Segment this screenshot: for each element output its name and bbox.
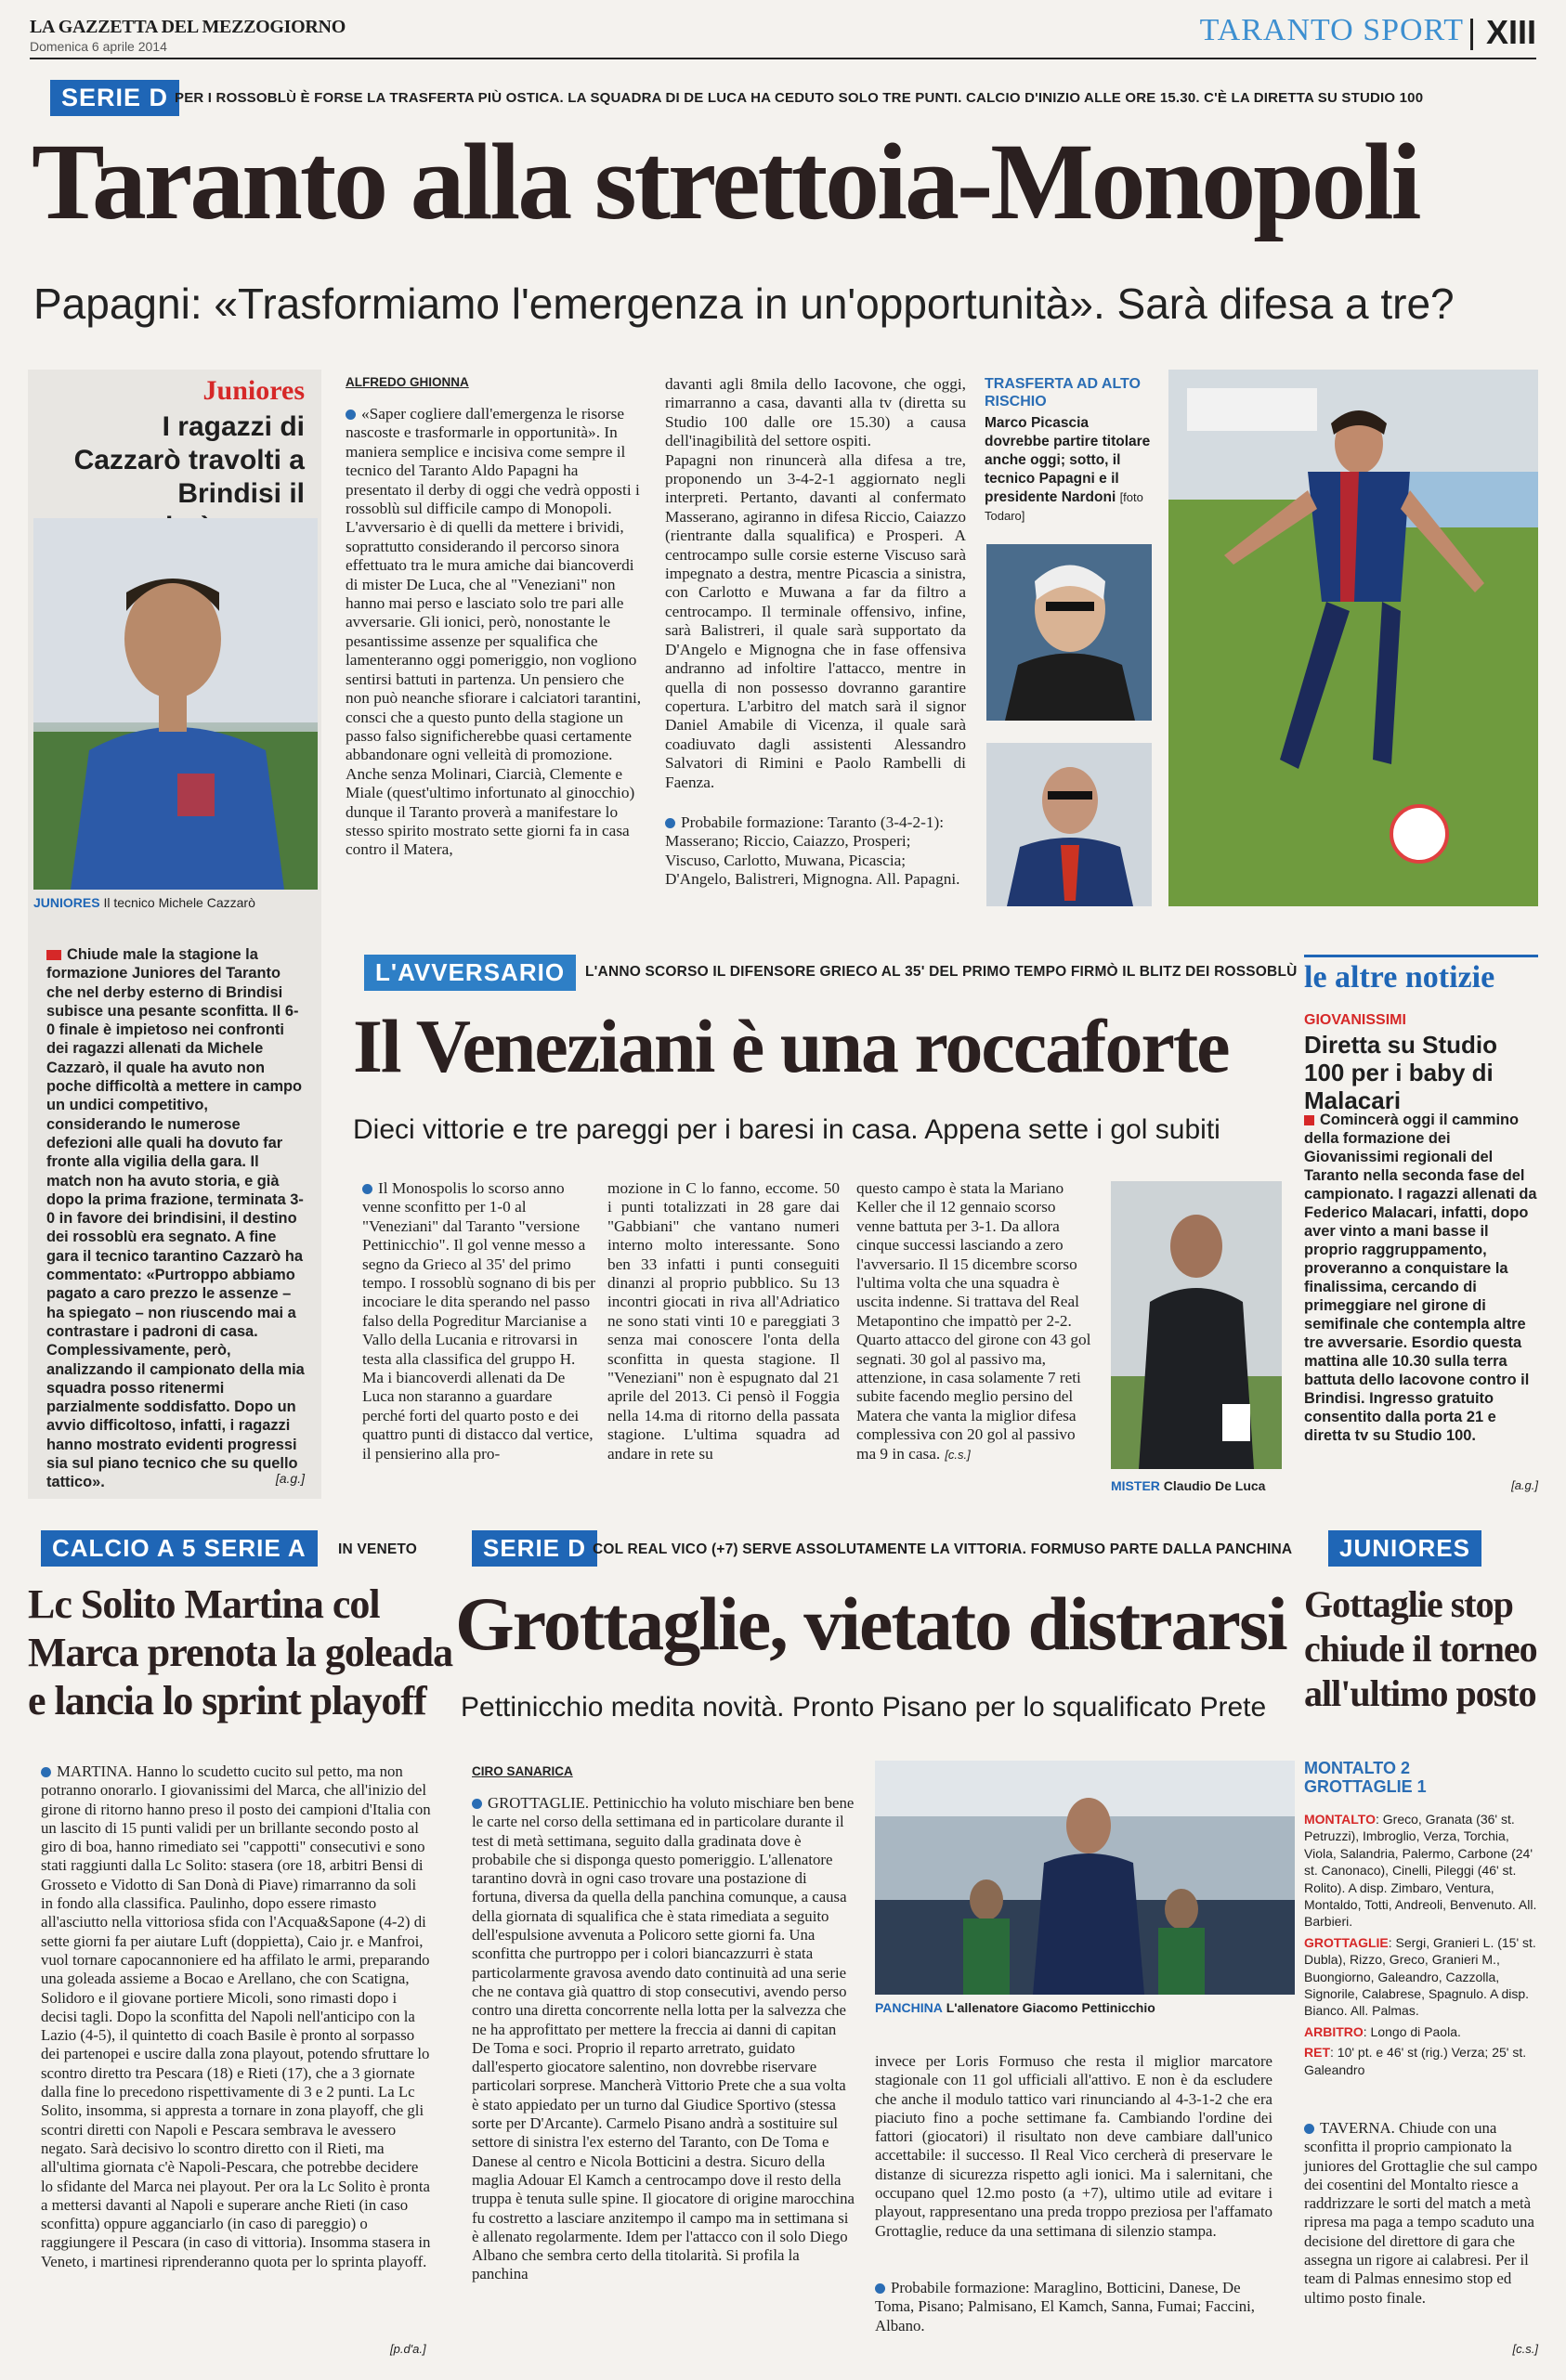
deluca-caption-tag: MISTER	[1111, 1478, 1160, 1493]
grottaglie-label: GROTTAGLIE	[1304, 1934, 1389, 1950]
papagni-photo	[986, 544, 1152, 721]
grottaglie-tag: SERIE D	[472, 1530, 597, 1567]
lead-col1-text: «Saper cogliere dall'emergenza le risorse nascoste e trasformarle in opportunità». In maniera semplice e incisiva come sempre il tecnico del Taranto Aldo Papagni ha presentato il derby di oggi che vedrà opposti i rossoblù sul difficile campo di Monopoli. L'avversario è di quelli da mettere i brividi, soprattutto considerando il percorso sinora effettuato tra le mura amiche dai biancoverdi di mister De Luca, che al "Veneziani" non hanno mai perso e lasciato solo tre pari alle avversarie. Gli ionici, però, nonostante le pesantissime assenze per squalifica che lamenteranno oggi pomeriggio, non vogliono sentirsi battuti in partenza. Un pensiero che non può neanche sfiorare i calciatori tarantini, consci che a questo punto della stagione un passo falso significherebbe quasi certamente abbandonare ogni velleità di promozione. Anche senza Molinari, Ciarcià, Clemente e Miale (quest'ultimo infortunato al ginocchio) dunque il Taranto proverà a manifestare lo stesso spirito mostrato sette giorni fa in casa contro il Matera,	[346, 405, 642, 859]
grottaglie-kicker: COL REAL VICO (+7) SERVE ASSOLUTAMENTE LA VITTORIA. FORMUSO PARTE DALLA PANCHINA	[593, 1541, 1293, 1557]
deluca-caption-text: Claudio De Luca	[1163, 1478, 1266, 1493]
trasferta-title: TRASFERTA AD ALTO RISCHIO	[985, 376, 1141, 410]
avversario-kicker: L'ANNO SCORSO IL DIFENSORE GRIECO AL 35' DEL PRIMO TEMPO FIRMÒ IL BLITZ DEI ROSSOBLÙ	[585, 964, 1298, 980]
juniores-photo-caption	[33, 895, 255, 910]
newspaper-name: LA GAZZETTA DEL MEZZOGIORNO	[30, 17, 346, 37]
arbitro-label: ARBITRO	[1304, 2023, 1364, 2039]
juniores-label: Juniores	[202, 375, 305, 406]
lead-formation: Probabile formazione: Taranto (3-4-2-1): Masserano; Riccio, Caiazzo, Prosperi; Viscuso, Carlotto, Muwana, Picascia; D'Angelo, Balistreri, Mignogna. All. Papagni.	[665, 813, 960, 889]
avversario-col3-text: questo campo è stata la Mariano Keller che il 12 gennaio scorso venne battuta per 3-1. Da allora cinque successi lasciando a zero l'avversario. Il 15 dicembre scorso l'ultima volta che una squadra è uscita indenne. Si trattava del Real Metapontino che impattò per 2-2. Quarto attacco del girone con 43 gol segnati. 30 gol al passivo ma, attenzione, in casa solamente 7 reti subite facendo meglio persino del Matera che vanta la miglior difesa complessiva con 20 gol al passivo ma 9 in casa.	[856, 1179, 1091, 1463]
altre-text-block	[1304, 1111, 1538, 1501]
juniores-grott-sig: [c.s.]	[1512, 2342, 1538, 2356]
grottaglie-col1-text: GROTTAGLIE. Pettinicchio ha voluto mischiare ben bene le carte nel corso della settimana ed in particolare durante il test di metà settimana, seguito dalla gradinata dove è probabile che si disponga questo pomeriggio. L'allenatore tarantino dovrà in ogni caso trovare una postazione di fortuna, diversa da quella della panchina comunque, a causa della giornata di squalifica che è stata rimediata a seguito dell'espulsione avvenuta a Policoro sette giorni fa. Una sconfitta che purtroppo per i colori biancazzurri è stata particolarmente gravosa avendo dato continuità ad una serie che ne contava già quattro di stop consecutivi, avendo perso contro una diretta concorrente nella lotta per la salvezza che ne ha approfittato per mettere la freccia ai danni di capitan De Toma e soci. Proprio il reparto arretrato, guidato dall'esperto giocatore salentino, non dovrebbe riservare particolari sorprese. Mancherà Vittorio Prete che a sua volta è stato appiedato per un turno dal Giudice Sportivo (stessa sorte per D'Arcante). Carmelo Pisano andrà a sostituire sul settore di sinistra l'ex esterno del Taranto, con De Toma e Danese al centro e Nicola Botticini a destra. Sicuro della maglia Adouar El Kamch a centrocampo dove il resto della truppa è tenuta sulle spine. Il giocatore di origine marocchina fu costretto a lasciare anzitempo il campo ma in settimana si è allenato regolarmente. Idem per l'attacco con il solo Diego Albano che sembra certo della titolarità. Si profila la panchina	[472, 1794, 855, 2283]
juniores-title: I ragazzi di Cazzarò travolti a Brindisi il	[73, 411, 305, 509]
section-title: TARANTO SPORT	[1199, 13, 1464, 47]
pettinicchio-caption-text: L'allenatore Giacomo Pettinicchio	[946, 2000, 1155, 2015]
altre-title: Diretta su Studio 100 per i baby di Malacari	[1304, 1031, 1498, 1114]
lead-subhead: Papagni: «Trasformiamo l'emergenza in un'opportunità». Sarà difesa a tre?	[33, 280, 1455, 328]
avversario-subhead: Dieci vittorie e tre pareggi per i baresi in casa. Appena sette i gol subiti	[353, 1114, 1220, 1145]
altre-sig: [a.g.]	[1511, 1478, 1538, 1492]
juniores-box	[28, 370, 321, 1499]
ret-line	[1304, 2044, 1538, 2078]
grottaglie-formation: Probabile formazione: Maraglino, Botticini, Danese, De Toma, Pisano; Palmisano, El Kamch, Sanna, Fumai; Faccini, Albano.	[875, 2279, 1255, 2334]
grottaglie-lineup	[1304, 1934, 1538, 2020]
grottaglie-lineup-text: : Sergi, Granieri L. (15' st. Dubla), Rizzo, Greco, Granieri M., Buongiorno, Galeandro, Cazzolla, Signorile, Calabrese, Spagnulo. A disp. Bianco. All. Palmas.	[1304, 1934, 1536, 2019]
lead-col1	[346, 405, 646, 943]
altre-text: Comincerà oggi il cammino della formazione dei Giovanissimi regionali del Taranto nella seconda fase del campionato. I ragazzi allenati da Federico Malacari, infatti, dopo aver vinto a mani basse il proprio raggruppamento, proveranno a conquistare la finalissima, cercando di primeggiare nel girone di semifinale che contempla altre tre avversarie. Esordio questa mattina alle 10.30 sulla terra battuta dello Iacovone contro il Brindisi. Ingresso gratuito consentito dalla porta 21 e diretta tv su Studio 100.	[1304, 1112, 1537, 1444]
deluca-caption	[1111, 1478, 1265, 1493]
grottaglie-headline: Grottaglie, vietato distrarsi	[455, 1581, 1286, 1666]
avversario-col2: mozione in C lo fanno, eccome. 50 i punti totalizzati in 28 gare dai "Gabbiani" che vantano numeri interno molto interessante. Sono ben 33 infatti i punti conseguiti dinanzi al proprio pubblico. Su 13 incontri giocati in riva all'Adriatico ne sono stati vinti 10 e pareggiati 3 senza mai conoscere l'onta della sconfitta in questa stagione. Il "Veneziani" non è espugnato dal 21 aprile del 2013. Ci pensò il Foggia nella 14.ma di ritorno della passata stagione. L'ultima squadra ad andare in rete su	[607, 1179, 840, 1463]
lineups	[1304, 1811, 1538, 2078]
juniores-sig: [a.g.]	[275, 1471, 305, 1486]
juniores-grott-tag: JUNIORES	[1328, 1530, 1481, 1567]
montalto-text: : Greco, Granata (36' st. Petruzzi), Imbroglio, Verza, Torchia, Viola, Salandria, Palermo, Carbone (24' st. Canonaco), Cinelli, Pileggi (46' st. Rolito). A disp. Zimbaro, Ventura, Montaldo, Totti, Andreoli, Benvenuto. All. Barbieri.	[1304, 1812, 1537, 1930]
score-line-2: GROTTAGLIE 1	[1304, 1777, 1427, 1796]
trasferta-credit: [foto Todaro]	[985, 490, 1143, 523]
page-number: XIII	[1485, 13, 1536, 51]
montalto-label: MONTALTO	[1304, 1812, 1376, 1827]
deluca-photo	[1111, 1181, 1282, 1469]
score-line-1: MONTALTO 2	[1304, 1759, 1410, 1777]
calcio5-tag: CALCIO A 5 SERIE A	[41, 1530, 318, 1567]
juniores-text: Chiude male la stagione la formazione Juniores del Taranto che nel derby esterno di Brindisi subisce una pesante sconfitta. Il 6-0 finale è impietoso nei confronti dei ragazzi allenati da Michele Cazzarò, il quale ha avuto non poche difficoltà a mettere in campo un undici competitivo, considerando le numerose defezioni alle quali ha dovuto far fronte alla vigilia della gara. Il match non ha avuto storia, e già dopo la prima frazione, terminata 3-0 in favore dei brindisini, il destino dei rossoblù era segnato. A fine gara il tecnico tarantino Cazzarò ha commentato: «Purtroppo abbiamo pagato a caro prezzo le assenze – ha spiegato – non riuscendo mai a contrastare i padroni di casa. Complessivamente, però, analizzando il campionato della mia squadra posso ritenermi parzialmente soddisfatto. Dopo un avvio difficoltoso, infatti, i ragazzi hanno mostrato evidenti progressi sia sul piano tecnico che su quello tattico».	[46, 946, 305, 1491]
calcio5-text: MARTINA. Hanno lo scudetto cucito sul petto, ma non potranno onorarlo. I giovanissimi del Marca, che all'inizio del girone di ritorno hanno preso il posto dei campioni d'Italia con un lascito di 15 punti validi per un brillante secondo posto al giro di boa, hanno rimediato sei "cappotti" consecutivi e sono stati raggiunti dalla Lc Solito: stasera (ore 18, arbitri Bensi di Grosseto e Vidotto di San Donà di Piave) rimarranno da soli in fondo alla classifica. Paulinho, dopo essere rimasto all'asciutto nella vittoriosa sfida con l'Acqua&Sapone (4-2) di sette giorni fa per aiutare Luft (doppietta), Caio jr. e Manfroi, vuol tornare capocannoniere ed ha affilato le armi, preparando una goleada assieme a Bocao e Arellano, che con Scatigna, Solidoro e il giovane portiere Micoli, sono rimasti dopo i decisi tagli. Dopo la sconfitta del Napoli nell'anticipo con la Lazio (4-5), il quintetto di coach Basile è pronto al sorpasso dei partenopei e uscire dalla zona playout, potendo sfruttare lo scontro diretto tra Pescara (18) e Rieti (17), che a 3 giornate dalla fine lo precedono rispettivamente di 3 e 2 punti. La Lc Solito, insomma, si appresta a tornare in zona playoff, che gli scontri diretti con Napoli e Pescara sembrava le avessero negato. Sarà decisivo lo scontro diretto con il Rieti, ma all'ultima giornata c'è Napoli-Pescara, che potrebbe decidere lo sfidante del Marca nei playout. Per ora la Lc Solito è pronta a mettersi davanti al Napoli e superare anche Rieti (in caso sconfitta) oppure agganciarlo (in caso di pareggio) o raggiungere il Pescara (in caso di vittoria). Insomma stasera in Veneto, i martinesi riprenderanno quota per lo sprinta playoff.	[41, 1762, 431, 2270]
lead-kicker: PER I ROSSOBLÙ È FORSE LA TRASFERTA PIÙ OSTICA. LA SQUADRA DI DE LUCA HA CEDUTO SOLO TRE PUNTI. CALCIO D'INIZIO ALLE ORE 15.30. C'È LA DIRETTA SU STUDIO 100	[175, 90, 1424, 106]
nardoni-photo	[986, 743, 1152, 906]
lead-byline: ALFREDO GHIONNA	[346, 375, 469, 389]
arbitro-text: : Longo di Paola.	[1363, 2023, 1461, 2039]
issue-date: Domenica 6 aprile 2014	[30, 39, 167, 54]
avversario-col1	[362, 1179, 598, 1495]
grottaglie-subhead: Pettinicchio medita novità. Pronto Pisano per lo squalificato Prete	[461, 1692, 1267, 1723]
altre-label: GIOVANISSIMI	[1304, 1012, 1406, 1028]
calcio5-text-block	[41, 1762, 431, 2338]
avversario-col3	[856, 1179, 1092, 1495]
calcio5-kicker: IN VENETO	[338, 1541, 418, 1557]
masthead	[30, 13, 1536, 59]
avversario-col1-text: Il Monospolis lo scorso anno venne sconfitto per 1-0 al "Veneziani" dal Taranto "versione Pettinicchio". Il gol venne messo a segno da Grieco al 35' del primo tempo. I rossoblù sognano di bis per incociare le dita sperando nel passo falso della Pogreditur Marcianise a Vallo della Lucania e ritrovarsi in testa alla classifica del gruppo H. Ma i biancoverdi allenati da De Luca non staranno a guardare perché forti del quarto posto e dei quattro punti di distacco dal vertice, il pensierino alla pro-	[362, 1179, 596, 1463]
trasferta-text	[985, 414, 1152, 526]
grottaglie-col2-text: invece per Loris Formuso che resta il miglior marcatore stagionale con 11 gol ufficiali all'attivo. E non è da escludere che anche il modulo tattico vari rinunciando al 4-3-1-2 che era piaciuto fino a poche settimane fa. Cambiando l'ordine dei fattori (giocatori) il risultato non deve cambiare dall'unico accettabile: il successo. Il Real Vico cercherà di preservare le distanze di sicurezza rispetto agli ionici. Ma i salernitani, che occupano quel 12.mo posto (a +7), ultimo utile ad evitare i playout, rappresentano una preda troppo preziosa per l'affamato Grottaglie, reduce da una settimana di silenzio stampa.	[875, 2052, 1272, 2240]
avversario-tag: L'AVVERSARIO	[364, 955, 576, 991]
juniores-grott-text-block	[1304, 2119, 1538, 2351]
picascia-action-photo	[1168, 370, 1538, 906]
avversario-sig: [c.s.]	[945, 1447, 971, 1462]
calcio5-headline: Lc Solito Martina col Marca prenota la goleada e lancia lo sprint playoff	[28, 1581, 453, 1723]
lead-section-tag: SERIE D	[50, 80, 179, 116]
juniores-photo	[33, 518, 318, 890]
pettinicchio-photo	[875, 1761, 1295, 1995]
pettinicchio-caption-tag: PANCHINA	[875, 2000, 943, 2015]
calcio5-sig: [p.d'a.]	[390, 2342, 426, 2356]
juniores-text-block	[46, 945, 305, 1491]
trasferta-caption: Marco Picascia dovrebbe partire titolare anche oggi; sotto, il tecnico Papagni e il presidente Nardoni	[985, 415, 1151, 505]
grottaglie-col1	[472, 1794, 856, 2351]
ret-text: : 10' pt. e 46' st (rig.) Verza; 25' st. Galeandro	[1304, 2045, 1527, 2077]
juniores-grott-headline: Gottaglie stop chiude il torneo all'ultimo posto	[1304, 1583, 1537, 1714]
arbitro-line	[1304, 2023, 1538, 2040]
grottaglie-byline: CIRO SANARICA	[472, 1764, 573, 1778]
pettinicchio-caption	[875, 2000, 1155, 2015]
juniores-grott-text: TAVERNA. Chiude con una sconfitta il proprio campionato la juniores del Grottaglie che sul campo dei cosentini del Montalto riesce a raddrizzare le sorti del match a metà ripresa ma paga a tempo scaduto una decisione del direttore di gara che assegna un rigore ai calabresi. Per il team di Palmas ennesimo stop ed ultimo posto finale.	[1304, 2119, 1538, 2307]
ret-label: RET	[1304, 2045, 1330, 2061]
altre-notizie-header: le altre notizie	[1304, 960, 1495, 995]
montalto-lineup	[1304, 1811, 1538, 1931]
avversario-headline: Il Veneziani è una roccaforte	[353, 1004, 1229, 1088]
lead-headline: Taranto alla strettoia-Monopoli	[32, 121, 1419, 242]
grottaglie-col2	[875, 2052, 1272, 2351]
lead-col2-text: davanti agli 8mila dello Iacovone, che oggi, rimarranno a casa, davanti alla tv (diretta su Studio 100 dalle ore 15.30) a causa dell'inagibilità del settore ospiti. Papagni non rinuncerà alla difesa a tre, proponendo un 3-4-2-1 aggiornato negli interpreti. Pertanto, davanti al confermato Masserano, agiranno in difesa Riccio, Caiazzo (rientrante dalla squalifica) e Prosperi. A centrocampo sulle corsie esterne Viscuso sarà impegnato a destra, mentre Picascia a sinistra, con Carlotto e Muwana a far da filtro a centrocampo. Il terminale offensivo, infine, sarà Balistreri, il quale sarà supportato da D'Angelo e Mignogna che in fase offensiva andranno ad infoltire l'attacco, mentre in quella di non possesso dovranno garantire copertura. L'arbitro del match sarà il signor Daniel Amabile di Vicenza, il quale sarà coadiuvato dagli assistenti Alessandro Salvatori di Rimini e Paolo Rambelli di Faenza.	[665, 375, 966, 791]
juniores-caption-tag: JUNIORES	[33, 895, 100, 910]
juniores-caption-text: Il tecnico Michele Cazzarò	[103, 895, 255, 910]
lead-col2	[665, 375, 966, 943]
